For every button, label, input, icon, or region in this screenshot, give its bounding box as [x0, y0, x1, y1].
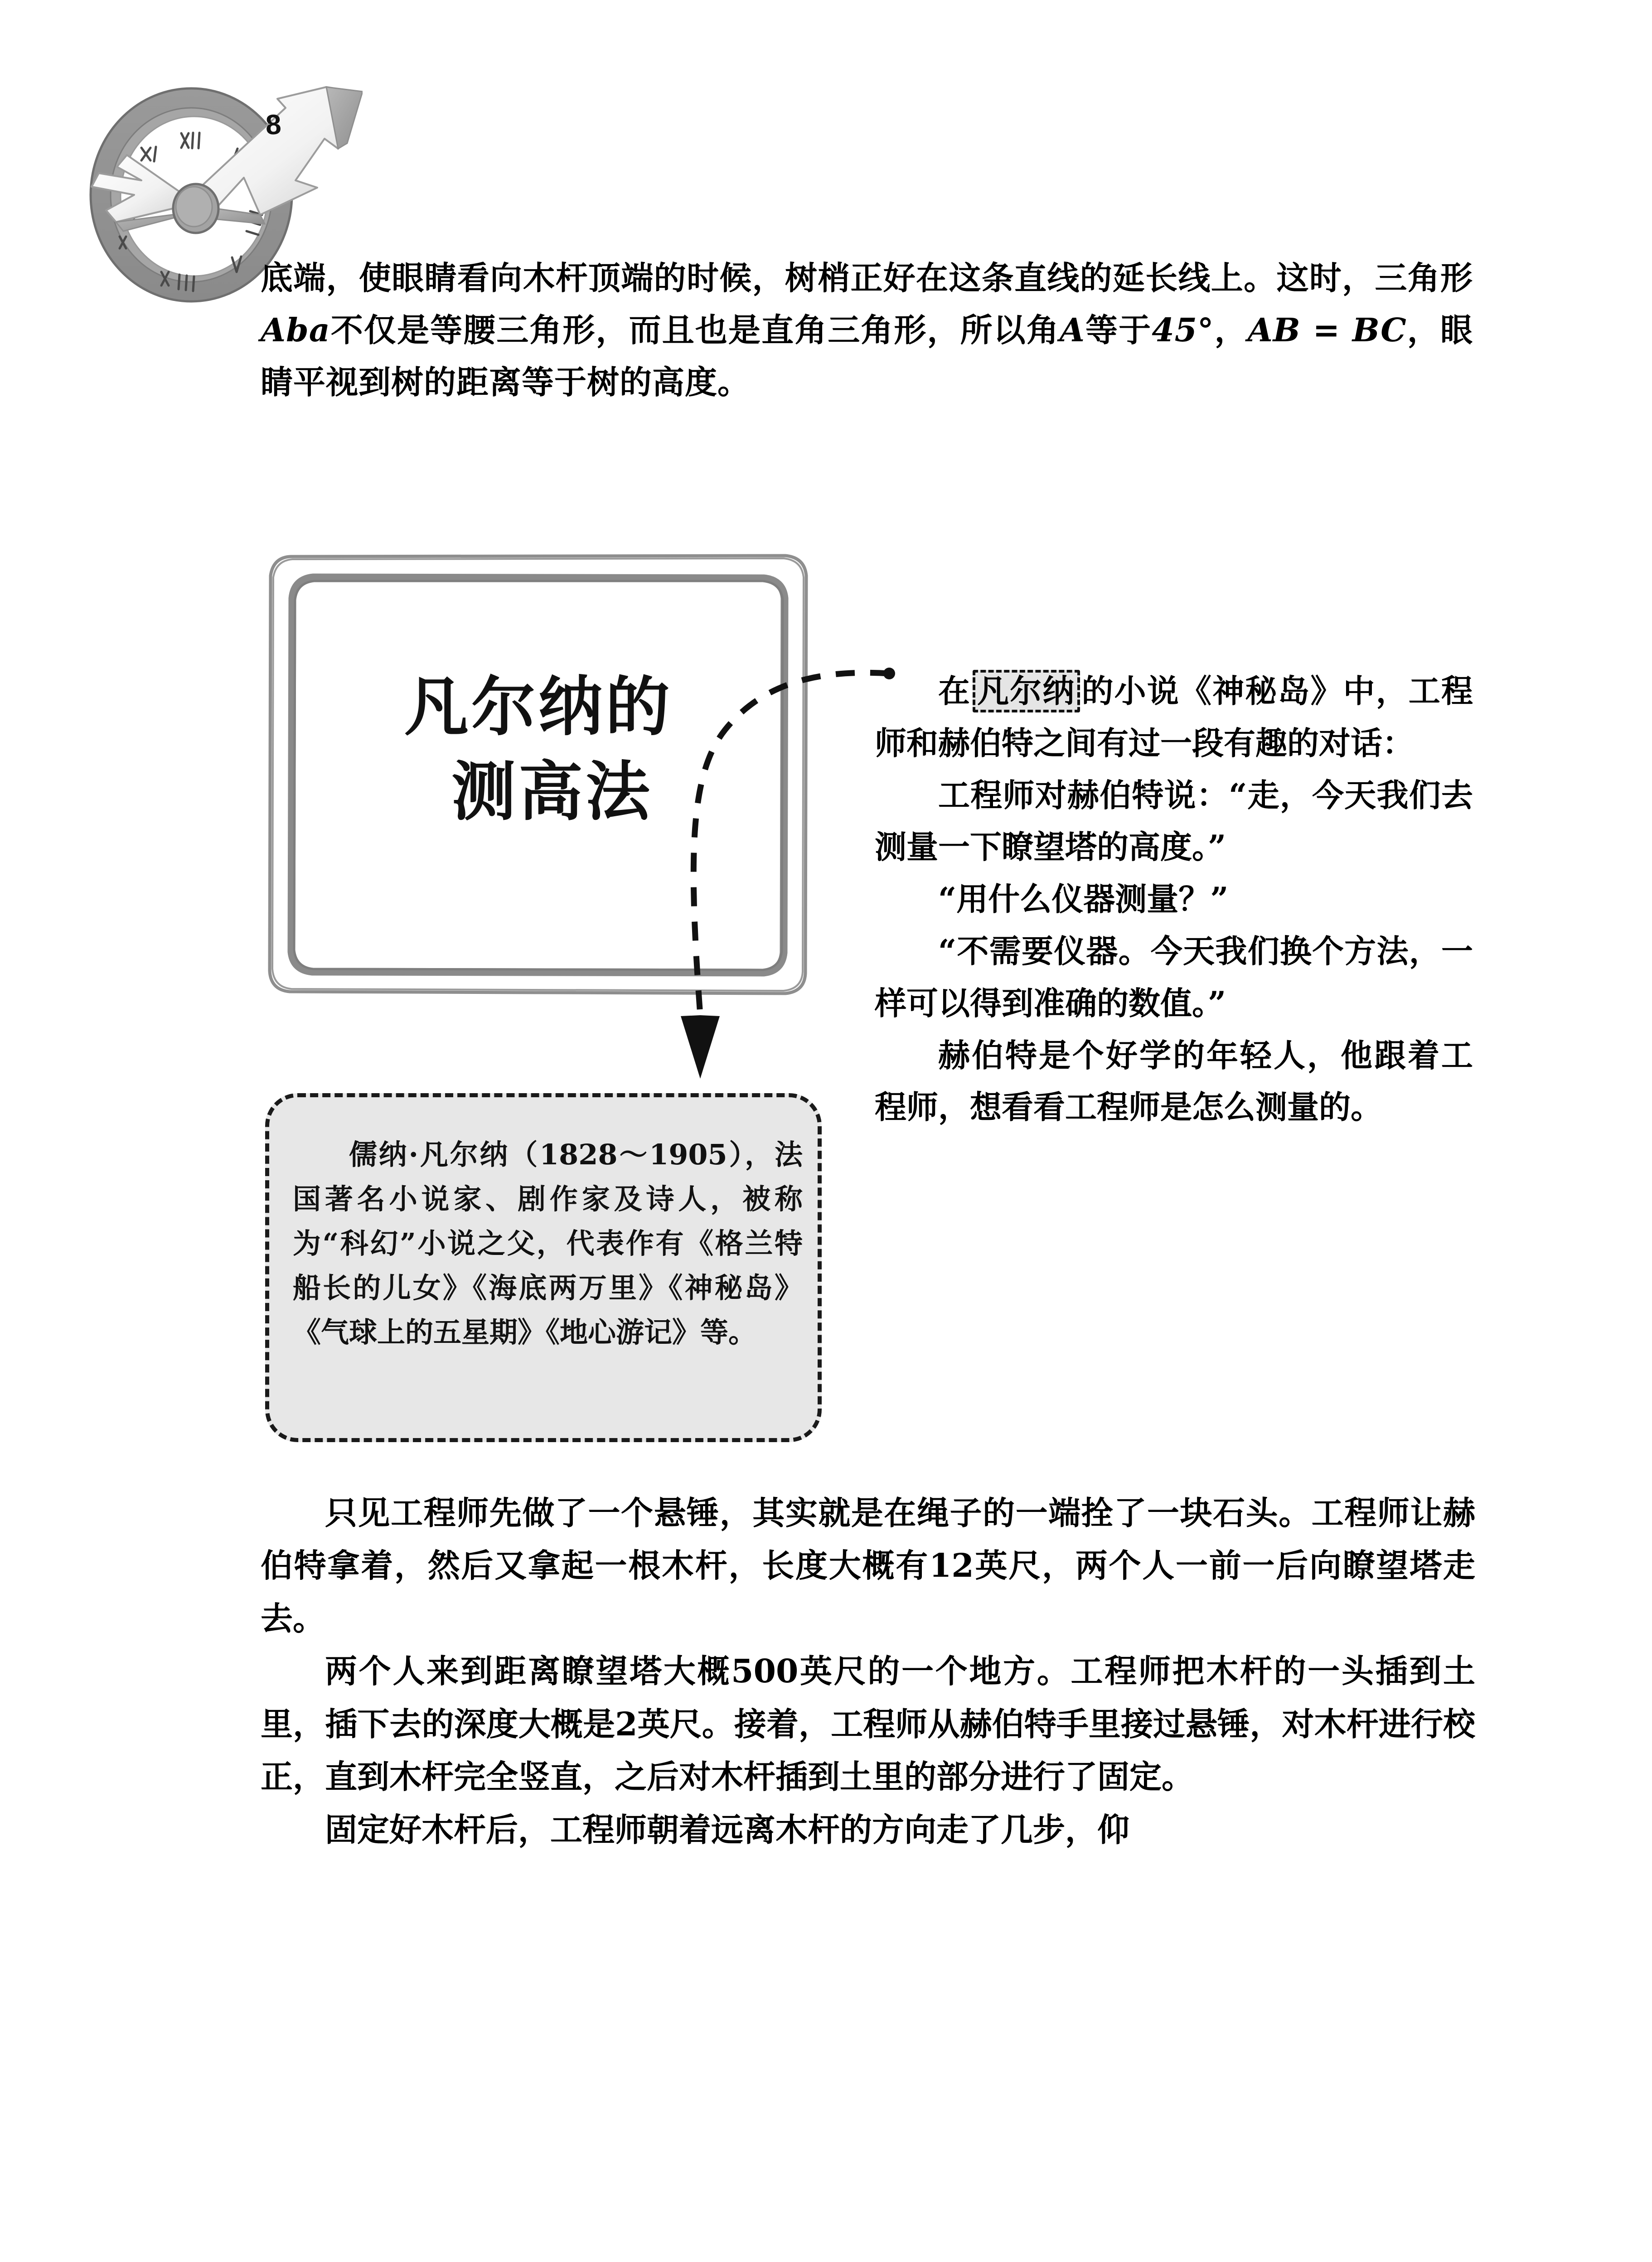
intro-math-45deg: 45° [1152, 311, 1214, 349]
intro-paragraph [261, 252, 1473, 408]
title-line-1: 凡尔纳的 [404, 669, 673, 745]
right-column [875, 665, 1473, 1133]
highlighted-author-name: 凡尔纳 [973, 670, 1080, 712]
intro-paragraph-block [261, 252, 1473, 408]
intro-line-3a: ， [1214, 311, 1248, 349]
title-line-2: 测高法 [451, 754, 653, 830]
bottom-paragraph-1: 只见工程师先做了一个悬锤，其实就是在绳子的一端拴了一块石头。工程师让赫伯特拿着，然后又拿起一根木杆，长度大概有12英尺，两个人一前一后向瞭望塔走去。 [261, 1494, 1475, 1637]
intro-line-2b: 不仅是等腰三角形，而且也是直角三角形，所以角 [330, 311, 1060, 349]
page-number: 8 [265, 109, 282, 141]
right-paragraph-dialogue-1: 工程师对赫伯特说：“走，今天我们去测量一下瞭望塔的高度。” [875, 776, 1473, 866]
author-bio-box [265, 1093, 822, 1442]
right-p1-before: 在 [938, 673, 971, 710]
intro-line-2c: 等于 [1085, 311, 1152, 349]
right-paragraph-dialogue-3: “不需要仪器。今天我们换个方法，一样可以得到准确的数值。” [875, 932, 1473, 1022]
page-title [264, 665, 813, 835]
right-paragraph-dialogue-2: “用什么仪器测量？” [938, 880, 1229, 918]
intro-math-a: A [1059, 311, 1085, 349]
bottom-paragraph-2: 两个人来到距离瞭望塔大概500英尺的一个地方。工程师把木杆的一头插到土里，插下去的深度大概是2英尺。接着，工程师从赫伯特手里接过悬锤，对木杆进行校正，直到木杆完全竖直，之后对木杆插到土里的部分进行了固定。 [261, 1652, 1475, 1796]
right-p1-after: 的小说《神秘岛》中，工程师和赫伯特之间有过一段有趣的对话： [875, 673, 1473, 762]
right-paragraph-dialogue-4: 赫伯特是个好学的年轻人，他跟着工程师，想看看工程师是怎么测量的。 [875, 1036, 1473, 1126]
intro-math-abbc: AB = BC [1247, 311, 1407, 349]
intro-line-3b: ，眼睛平视到树的距离等于树的高度。 [261, 311, 1473, 402]
intro-line-1: 底端，使眼睛看向木杆顶端的时候，树梢正好在这条直线的延长线上。 [261, 259, 1277, 297]
intro-math-aba: Aba [261, 311, 330, 349]
intro-line-2a: 这时，三角形 [1276, 259, 1473, 297]
bottom-paragraph-3: 固定好木杆后，工程师朝着远离木杆的方向走了几步，仰 [325, 1810, 1130, 1849]
right-paragraph-intro [875, 665, 1473, 770]
bottom-paragraph-block [261, 1487, 1475, 1856]
author-bio-text: 儒纳·凡尔纳（1828～1905），法国著名小说家、剧作家及诗人，被称为“科幻”小说之父，代表作有《格兰特船长的儿女》《海底两万里》《神秘岛》《气球上的五星期》《地心游记》等。 [293, 1138, 803, 1349]
title-panel [264, 549, 813, 1000]
